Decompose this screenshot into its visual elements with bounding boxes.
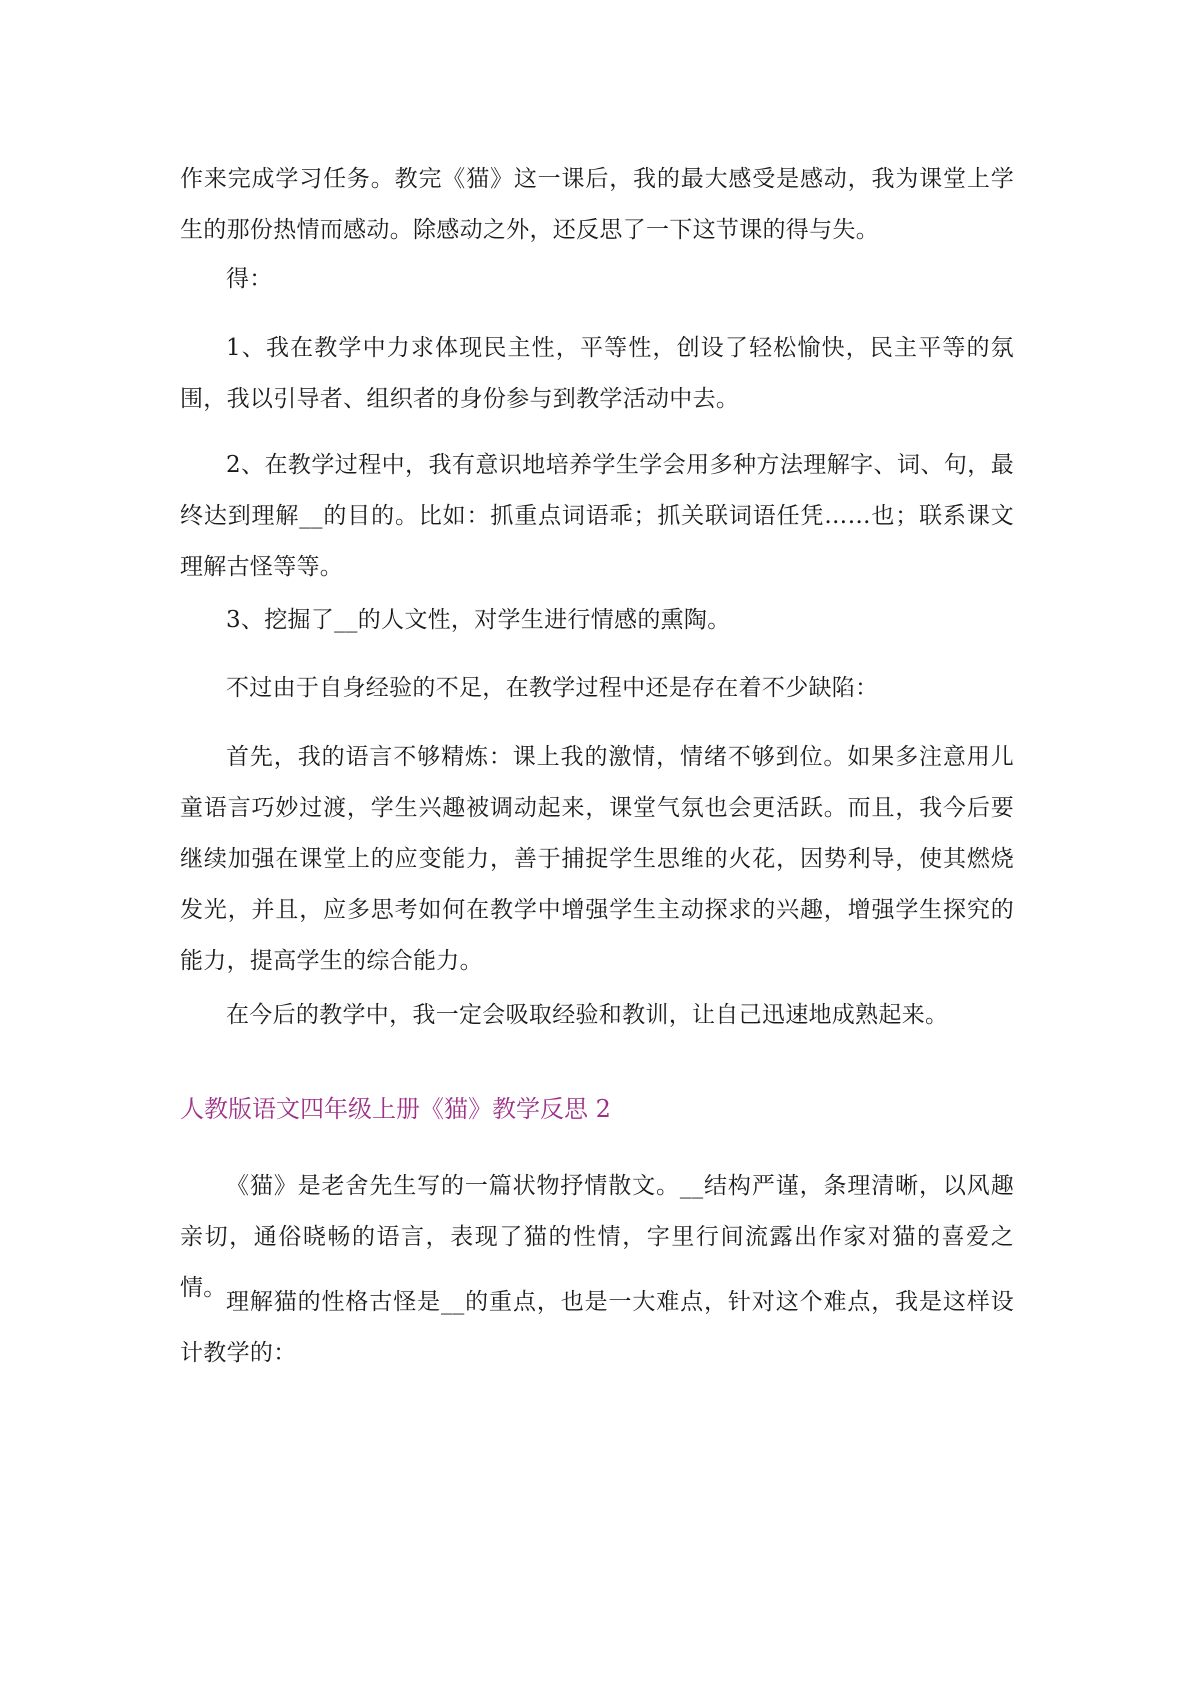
section-heading: 人教版语文四年级上册《猫》教学反思 2: [180, 1095, 611, 1123]
paragraph-gain-3: 3、挖掘了__的人文性，对学生进行情感的熏陶。: [226, 607, 731, 633]
paragraph-shortcomings-intro: 不过由于自身经验的不足，在教学过程中还是存在着不少缺陷：: [226, 675, 879, 701]
paragraph-gain-2: 2、在教学过程中，我有意识地培养学生学会用多种方法理解字、词、句，最终达到理解__的目的。比如：抓重点词语乖；抓关联词语任凭……也；联系课文理解古怪等等。: [180, 452, 1014, 580]
paragraph-gains-label: 得：: [226, 266, 273, 292]
section2-paragraph-1: 《猫》是老舍先生写的一篇状物抒情散文。__结构严谨，条理清晰，以风趣亲切，通俗晓畅的语言，表现了猫的性情，字里行间流露出作家对猫的喜爱之情。: [180, 1173, 1014, 1301]
paragraph-gain-1: 1、我在教学中力求体现民主性，平等性，创设了轻松愉快，民主平等的氛围，我以引导者、组织者的身份参与到教学活动中去。: [180, 335, 1014, 412]
section2-paragraph-2: 理解猫的性格古怪是__的重点，也是一大难点，针对这个难点，我是这样设计教学的：: [180, 1289, 1014, 1366]
paragraph-1: 作来完成学习任务。教完《猫》这一课后，我的最大感受是感动，我为课堂上学生的那份热情而感动。除感动之外，还反思了一下这节课的得与失。: [180, 166, 1014, 243]
paragraph-conclusion: 在今后的教学中，我一定会吸取经验和教训，让自己迅速地成熟起来。: [226, 1002, 949, 1028]
paragraph-shortcoming-1: 首先，我的语言不够精炼：课上我的激情，情绪不够到位。如果多注意用儿童语言巧妙过渡，学生兴趣被调动起来，课堂气氛也会更活跃。而且，我今后要继续加强在课堂上的应变能力，善于捕捉学生思维的火花，因势利导，使其燃烧发光，并且，应多思考如何在教学中增强学生主动探求的兴趣，增强学生探究的能力，提高学生的综合能力。: [180, 744, 1014, 974]
